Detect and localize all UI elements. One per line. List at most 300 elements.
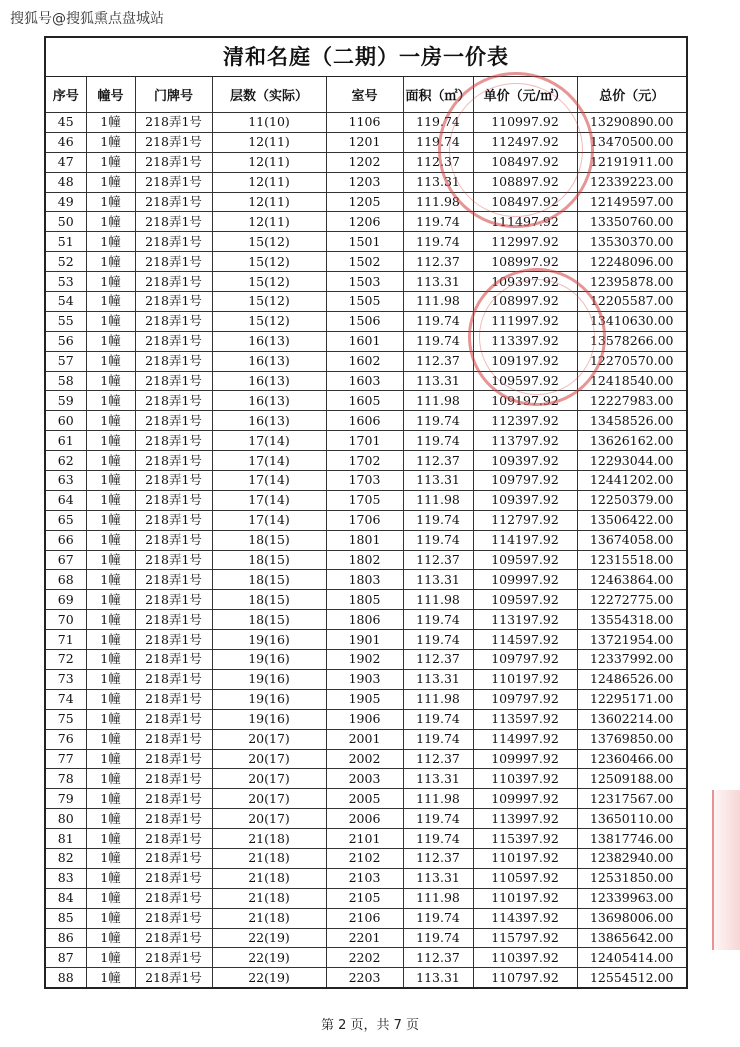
cell-area: 113.31 (403, 769, 473, 789)
cell-room-number: 1506 (326, 311, 403, 331)
cell-total-price: 12250379.00 (577, 490, 686, 510)
column-header: 面积（㎡） (403, 77, 473, 113)
cell-floor: 18(15) (212, 610, 326, 630)
cell-room-number: 1602 (326, 351, 403, 371)
cell-total-price: 12149597.00 (577, 192, 686, 212)
cell-row-index: 67 (46, 550, 86, 570)
cell-unit-price: 109397.92 (473, 490, 577, 510)
cell-row-index: 45 (46, 113, 86, 133)
cell-area: 119.74 (403, 630, 473, 650)
cell-floor: 12(11) (212, 152, 326, 172)
cell-building-number: 1幢 (86, 570, 135, 590)
cell-floor: 19(16) (212, 689, 326, 709)
table-row (46, 152, 686, 172)
cell-floor: 17(14) (212, 451, 326, 471)
cell-building-number: 1幢 (86, 590, 135, 610)
cell-floor: 11(10) (212, 113, 326, 133)
cell-door-number: 218弄1号 (135, 928, 212, 948)
table-row (46, 709, 686, 729)
cell-floor: 17(14) (212, 490, 326, 510)
cell-unit-price: 109397.92 (473, 272, 577, 292)
cell-floor: 20(17) (212, 809, 326, 829)
cell-area: 111.98 (403, 490, 473, 510)
cell-floor: 18(15) (212, 530, 326, 550)
cell-door-number: 218弄1号 (135, 391, 212, 411)
table-row (46, 132, 686, 152)
cell-area: 119.74 (403, 431, 473, 451)
table-row (46, 292, 686, 312)
cell-floor: 20(17) (212, 769, 326, 789)
cell-floor: 18(15) (212, 550, 326, 570)
cell-area: 112.37 (403, 451, 473, 471)
table-row (46, 749, 686, 769)
cell-area: 113.31 (403, 371, 473, 391)
cell-door-number: 218弄1号 (135, 292, 212, 312)
cell-unit-price: 113997.92 (473, 809, 577, 829)
table-row (46, 590, 686, 610)
cell-room-number: 1902 (326, 650, 403, 670)
cell-row-index: 53 (46, 272, 86, 292)
cell-area: 112.37 (403, 650, 473, 670)
page-title: 清和名庭（二期）一房一价表 (46, 38, 686, 77)
table-row (46, 351, 686, 371)
cell-area: 119.74 (403, 411, 473, 431)
cell-floor: 12(11) (212, 132, 326, 152)
cell-row-index: 73 (46, 669, 86, 689)
table-body (46, 113, 686, 988)
cell-area: 111.98 (403, 689, 473, 709)
cell-total-price: 13650110.00 (577, 809, 686, 829)
cell-door-number: 218弄1号 (135, 709, 212, 729)
cell-door-number: 218弄1号 (135, 789, 212, 809)
cell-area: 119.74 (403, 610, 473, 630)
table-row (46, 530, 686, 550)
cell-door-number: 218弄1号 (135, 630, 212, 650)
cell-row-index: 49 (46, 192, 86, 212)
cell-unit-price: 114397.92 (473, 908, 577, 928)
cell-room-number: 1503 (326, 272, 403, 292)
column-header: 室号 (326, 77, 403, 113)
cell-door-number: 218弄1号 (135, 650, 212, 670)
cell-row-index: 81 (46, 829, 86, 849)
cell-building-number: 1幢 (86, 809, 135, 829)
column-header: 总价（元） (577, 77, 686, 113)
cell-door-number: 218弄1号 (135, 113, 212, 133)
table-row (46, 272, 686, 292)
cell-room-number: 2005 (326, 789, 403, 809)
cell-total-price: 13350760.00 (577, 212, 686, 232)
cell-room-number: 1201 (326, 132, 403, 152)
cell-area: 113.31 (403, 868, 473, 888)
table-row (46, 570, 686, 590)
table-row (46, 411, 686, 431)
cell-row-index: 58 (46, 371, 86, 391)
cell-room-number: 2003 (326, 769, 403, 789)
cell-total-price: 12315518.00 (577, 550, 686, 570)
cell-floor: 15(12) (212, 252, 326, 272)
cell-building-number: 1幢 (86, 829, 135, 849)
cell-row-index: 64 (46, 490, 86, 510)
cell-row-index: 70 (46, 610, 86, 630)
cell-area: 112.37 (403, 351, 473, 371)
cell-total-price: 12248096.00 (577, 252, 686, 272)
cell-area: 119.74 (403, 132, 473, 152)
cell-total-price: 13290890.00 (577, 113, 686, 133)
cell-total-price: 12339963.00 (577, 888, 686, 908)
cell-area: 113.31 (403, 272, 473, 292)
cell-room-number: 2006 (326, 809, 403, 829)
cell-floor: 22(19) (212, 928, 326, 948)
cell-unit-price: 112497.92 (473, 132, 577, 152)
cell-door-number: 218弄1号 (135, 550, 212, 570)
cell-door-number: 218弄1号 (135, 848, 212, 868)
cell-row-index: 51 (46, 232, 86, 252)
cell-area: 113.31 (403, 669, 473, 689)
cell-door-number: 218弄1号 (135, 749, 212, 769)
cell-unit-price: 111997.92 (473, 311, 577, 331)
cell-building-number: 1幢 (86, 888, 135, 908)
cell-total-price: 12395878.00 (577, 272, 686, 292)
cell-floor: 22(19) (212, 968, 326, 987)
cell-floor: 12(11) (212, 172, 326, 192)
cell-area: 119.74 (403, 809, 473, 829)
cell-room-number: 1206 (326, 212, 403, 232)
cell-floor: 16(13) (212, 371, 326, 391)
table-row (46, 729, 686, 749)
cell-floor: 17(14) (212, 510, 326, 530)
cell-room-number: 1606 (326, 411, 403, 431)
cell-floor: 18(15) (212, 590, 326, 610)
cell-floor: 19(16) (212, 709, 326, 729)
table-row (46, 510, 686, 530)
cell-total-price: 12295171.00 (577, 689, 686, 709)
cell-room-number: 1705 (326, 490, 403, 510)
cell-building-number: 1幢 (86, 630, 135, 650)
cell-floor: 19(16) (212, 669, 326, 689)
cell-floor: 20(17) (212, 749, 326, 769)
cell-row-index: 54 (46, 292, 86, 312)
cell-total-price: 13721954.00 (577, 630, 686, 650)
cell-door-number: 218弄1号 (135, 769, 212, 789)
cell-row-index: 46 (46, 132, 86, 152)
cell-door-number: 218弄1号 (135, 132, 212, 152)
table-row (46, 928, 686, 948)
cell-door-number: 218弄1号 (135, 252, 212, 272)
cell-room-number: 2001 (326, 729, 403, 749)
cell-total-price: 12382940.00 (577, 848, 686, 868)
cell-room-number: 1905 (326, 689, 403, 709)
cell-row-index: 69 (46, 590, 86, 610)
table-row (46, 789, 686, 809)
cell-total-price: 12531850.00 (577, 868, 686, 888)
cell-building-number: 1幢 (86, 868, 135, 888)
table-row (46, 888, 686, 908)
cell-building-number: 1幢 (86, 371, 135, 391)
cell-area: 111.98 (403, 789, 473, 809)
table-row (46, 689, 686, 709)
cell-floor: 16(13) (212, 351, 326, 371)
cell-row-index: 66 (46, 530, 86, 550)
cell-row-index: 78 (46, 769, 86, 789)
watermark-text: 搜狐号@搜狐熏点盘城站 (8, 8, 166, 28)
cell-floor: 17(14) (212, 471, 326, 491)
cell-door-number: 218弄1号 (135, 212, 212, 232)
cell-door-number: 218弄1号 (135, 729, 212, 749)
cell-row-index: 75 (46, 709, 86, 729)
cell-floor: 15(12) (212, 311, 326, 331)
cell-area: 119.74 (403, 829, 473, 849)
price-table-sheet (44, 36, 688, 989)
cell-room-number: 1502 (326, 252, 403, 272)
cell-row-index: 82 (46, 848, 86, 868)
cell-total-price: 12463864.00 (577, 570, 686, 590)
cell-row-index: 87 (46, 948, 86, 968)
cell-door-number: 218弄1号 (135, 172, 212, 192)
cell-building-number: 1幢 (86, 431, 135, 451)
cell-unit-price: 108897.92 (473, 172, 577, 192)
cell-floor: 12(11) (212, 192, 326, 212)
cell-row-index: 85 (46, 908, 86, 928)
cell-floor: 21(18) (212, 908, 326, 928)
cell-room-number: 1801 (326, 530, 403, 550)
cell-floor: 16(13) (212, 391, 326, 411)
cell-unit-price: 114597.92 (473, 630, 577, 650)
cell-row-index: 47 (46, 152, 86, 172)
cell-door-number: 218弄1号 (135, 152, 212, 172)
table-row (46, 610, 686, 630)
table-row (46, 451, 686, 471)
cell-room-number: 2002 (326, 749, 403, 769)
cell-total-price: 12339223.00 (577, 172, 686, 192)
cell-unit-price: 114997.92 (473, 729, 577, 749)
cell-unit-price: 109197.92 (473, 351, 577, 371)
cell-room-number: 2103 (326, 868, 403, 888)
cell-total-price: 13865642.00 (577, 928, 686, 948)
cell-door-number: 218弄1号 (135, 331, 212, 351)
cell-area: 119.74 (403, 212, 473, 232)
cell-room-number: 2105 (326, 888, 403, 908)
cell-unit-price: 110197.92 (473, 888, 577, 908)
cell-row-index: 63 (46, 471, 86, 491)
table-row (46, 331, 686, 351)
cell-unit-price: 109997.92 (473, 749, 577, 769)
cell-unit-price: 110997.92 (473, 113, 577, 133)
cell-unit-price: 110197.92 (473, 848, 577, 868)
cell-row-index: 77 (46, 749, 86, 769)
cell-area: 111.98 (403, 590, 473, 610)
cell-row-index: 72 (46, 650, 86, 670)
cell-room-number: 1701 (326, 431, 403, 451)
cell-unit-price: 108997.92 (473, 252, 577, 272)
cell-unit-price: 111497.92 (473, 212, 577, 232)
cell-building-number: 1幢 (86, 709, 135, 729)
table-row (46, 490, 686, 510)
cell-door-number: 218弄1号 (135, 232, 212, 252)
cell-row-index: 68 (46, 570, 86, 590)
cell-total-price: 13458526.00 (577, 411, 686, 431)
cell-building-number: 1幢 (86, 272, 135, 292)
cell-area: 119.74 (403, 510, 473, 530)
cell-room-number: 1702 (326, 451, 403, 471)
cell-floor: 16(13) (212, 331, 326, 351)
cell-door-number: 218弄1号 (135, 371, 212, 391)
cell-room-number: 1805 (326, 590, 403, 610)
table-row (46, 630, 686, 650)
cell-unit-price: 110397.92 (473, 948, 577, 968)
cell-building-number: 1幢 (86, 451, 135, 471)
cell-floor: 15(12) (212, 292, 326, 312)
table-row (46, 371, 686, 391)
table-row (46, 113, 686, 133)
cell-total-price: 12418540.00 (577, 371, 686, 391)
cell-building-number: 1幢 (86, 610, 135, 630)
column-header: 层数（实际） (212, 77, 326, 113)
cell-building-number: 1幢 (86, 331, 135, 351)
cell-building-number: 1幢 (86, 669, 135, 689)
cell-total-price: 12554512.00 (577, 968, 686, 987)
cell-total-price: 13578266.00 (577, 331, 686, 351)
cell-floor: 21(18) (212, 888, 326, 908)
cell-door-number: 218弄1号 (135, 510, 212, 530)
cell-area: 113.31 (403, 471, 473, 491)
cell-area: 119.74 (403, 113, 473, 133)
cell-floor: 12(11) (212, 212, 326, 232)
table-row (46, 471, 686, 491)
cell-unit-price: 109597.92 (473, 550, 577, 570)
cell-floor: 15(12) (212, 232, 326, 252)
cell-floor: 17(14) (212, 431, 326, 451)
column-header: 单价（元/㎡） (473, 77, 577, 113)
cell-area: 113.31 (403, 172, 473, 192)
table-row (46, 829, 686, 849)
cell-room-number: 1806 (326, 610, 403, 630)
cell-door-number: 218弄1号 (135, 948, 212, 968)
cell-building-number: 1幢 (86, 928, 135, 948)
cell-total-price: 13470500.00 (577, 132, 686, 152)
cell-floor: 19(16) (212, 630, 326, 650)
cell-building-number: 1幢 (86, 113, 135, 133)
cell-area: 111.98 (403, 391, 473, 411)
cell-area: 112.37 (403, 550, 473, 570)
cell-door-number: 218弄1号 (135, 411, 212, 431)
cell-unit-price: 109597.92 (473, 371, 577, 391)
cell-total-price: 13602214.00 (577, 709, 686, 729)
cell-row-index: 60 (46, 411, 86, 431)
cell-area: 112.37 (403, 848, 473, 868)
cell-area: 111.98 (403, 192, 473, 212)
cell-total-price: 12317567.00 (577, 789, 686, 809)
cell-unit-price: 110397.92 (473, 769, 577, 789)
cell-unit-price: 112797.92 (473, 510, 577, 530)
cell-unit-price: 114197.92 (473, 530, 577, 550)
cell-total-price: 13530370.00 (577, 232, 686, 252)
cell-unit-price: 109397.92 (473, 451, 577, 471)
cell-floor: 22(19) (212, 948, 326, 968)
cell-total-price: 12191911.00 (577, 152, 686, 172)
cell-total-price: 12293044.00 (577, 451, 686, 471)
cell-unit-price: 115397.92 (473, 829, 577, 849)
cell-row-index: 55 (46, 311, 86, 331)
cell-total-price: 12360466.00 (577, 749, 686, 769)
cell-total-price: 12270570.00 (577, 351, 686, 371)
cell-floor: 18(15) (212, 570, 326, 590)
table-row (46, 848, 686, 868)
cell-unit-price: 112997.92 (473, 232, 577, 252)
cell-row-index: 79 (46, 789, 86, 809)
table-row (46, 550, 686, 570)
cell-floor: 19(16) (212, 650, 326, 670)
cell-room-number: 1901 (326, 630, 403, 650)
cell-area: 119.74 (403, 928, 473, 948)
cell-building-number: 1幢 (86, 252, 135, 272)
cell-room-number: 1803 (326, 570, 403, 590)
cell-door-number: 218弄1号 (135, 272, 212, 292)
cell-room-number: 1605 (326, 391, 403, 411)
cell-row-index: 76 (46, 729, 86, 749)
cell-door-number: 218弄1号 (135, 490, 212, 510)
cell-unit-price: 108997.92 (473, 292, 577, 312)
table-row (46, 391, 686, 411)
cell-unit-price: 109797.92 (473, 471, 577, 491)
cell-total-price: 13554318.00 (577, 610, 686, 630)
page-footer: 第 2 页，共 7 页 (320, 1018, 420, 1033)
table-row (46, 769, 686, 789)
cell-building-number: 1幢 (86, 192, 135, 212)
cell-building-number: 1幢 (86, 152, 135, 172)
cell-door-number: 218弄1号 (135, 689, 212, 709)
cell-door-number: 218弄1号 (135, 829, 212, 849)
cell-room-number: 1903 (326, 669, 403, 689)
cell-total-price: 13698006.00 (577, 908, 686, 928)
cell-unit-price: 109797.92 (473, 650, 577, 670)
cell-unit-price: 109997.92 (473, 570, 577, 590)
cell-unit-price: 109997.92 (473, 789, 577, 809)
cell-building-number: 1幢 (86, 232, 135, 252)
cell-room-number: 2203 (326, 968, 403, 987)
cell-building-number: 1幢 (86, 769, 135, 789)
cell-row-index: 71 (46, 630, 86, 650)
cell-row-index: 56 (46, 331, 86, 351)
cell-floor: 20(17) (212, 729, 326, 749)
cell-unit-price: 108497.92 (473, 152, 577, 172)
cell-area: 119.74 (403, 530, 473, 550)
cell-floor: 21(18) (212, 848, 326, 868)
cell-area: 119.74 (403, 729, 473, 749)
cell-room-number: 1601 (326, 331, 403, 351)
cell-unit-price: 110597.92 (473, 868, 577, 888)
cell-room-number: 1906 (326, 709, 403, 729)
cell-door-number: 218弄1号 (135, 968, 212, 987)
cell-room-number: 1202 (326, 152, 403, 172)
cell-total-price: 12405414.00 (577, 948, 686, 968)
cell-building-number: 1幢 (86, 212, 135, 232)
cell-area: 119.74 (403, 311, 473, 331)
cell-room-number: 1203 (326, 172, 403, 192)
cell-unit-price: 113397.92 (473, 331, 577, 351)
cell-room-number: 2202 (326, 948, 403, 968)
cell-area: 112.37 (403, 948, 473, 968)
column-header: 门牌号 (135, 77, 212, 113)
cell-room-number: 1703 (326, 471, 403, 491)
table-row (46, 968, 686, 987)
cell-unit-price: 113197.92 (473, 610, 577, 630)
cell-area: 113.31 (403, 968, 473, 987)
cell-door-number: 218弄1号 (135, 868, 212, 888)
cell-row-index: 57 (46, 351, 86, 371)
cell-total-price: 12509188.00 (577, 769, 686, 789)
cell-total-price: 12441202.00 (577, 471, 686, 491)
table-row (46, 252, 686, 272)
